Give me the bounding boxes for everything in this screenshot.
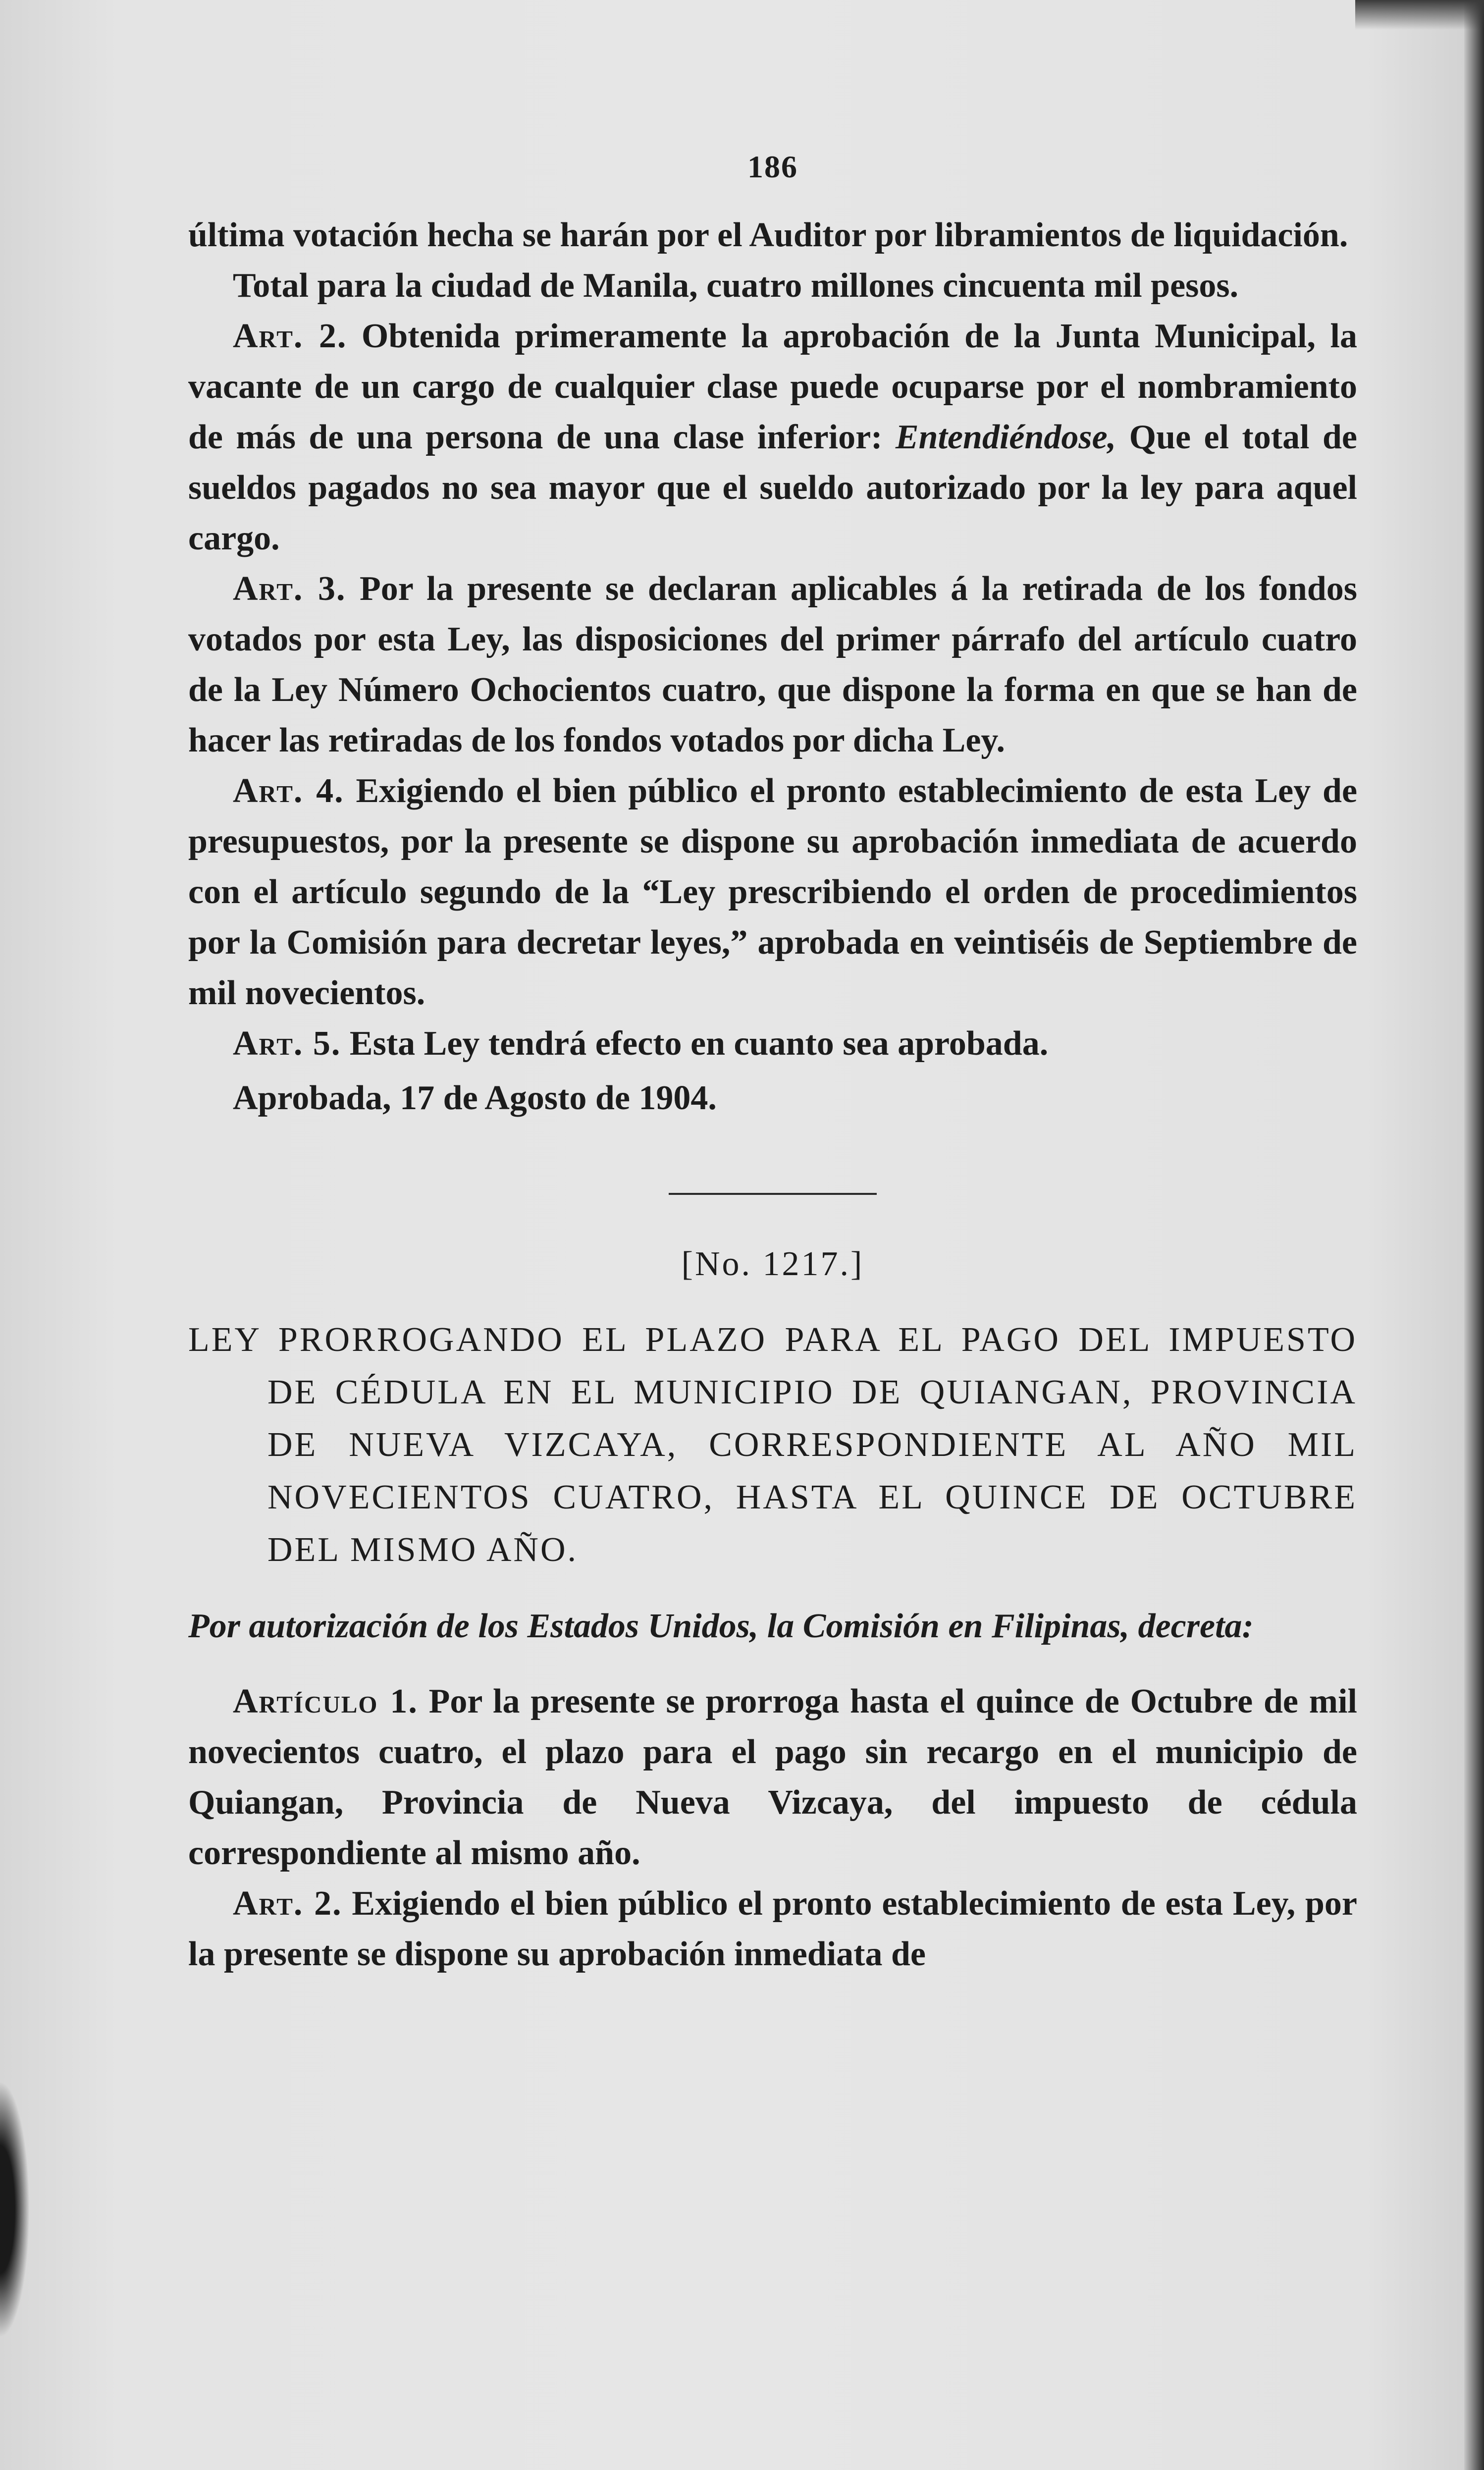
article-text-rest: Que el total de sueldos pagados no sea mayor que el sueldo autorizado por la ley para aquel cargo. (188, 418, 1358, 557)
article-label: Art. 2. (233, 1884, 342, 1923)
article-label: Art. 4. (233, 772, 344, 810)
article-text: Por la presente se declaran aplicables á la retirada de los fondos votados por esta Ley, las disposiciones del primer párrafo del artículo cuatro de la Ley Número Ochocientos cuatro, que dispone la forma en que se han de hacer las retiradas de los fondos votados por dicha Ley. (188, 570, 1357, 759)
article-text: Por la presente se prorroga hasta el quince de Octubre de mil novecientos cuatro, el plazo para el pago sin recargo en el municipio de Quiangan, Provincia de Nueva Vizcaya, del impuesto de cédula correspondiente al mismo año. (188, 1682, 1357, 1872)
enacting-clause: Por autorización de los Estados Unidos, la Comisión en Filipinas, decreta: (188, 1607, 1254, 1645)
page-number: 186 (747, 149, 798, 184)
article-2-second-law (188, 1879, 1357, 1980)
paragraph-continuation: última votación hecha se harán por el Auditor por libramientos de liquidación. (188, 216, 1348, 254)
law-title: LEY PRORROGANDO EL PLAZO PARA EL PAGO DEL IMPUESTO DE CÉDULA EN EL MUNICIPIO DE QUIANGAN, PROVINCIA DE NUEVA VIZCAYA, CORRESPONDIENTE AL AÑO MIL NOVECIENTOS CUATRO, HASTA EL QUINCE DE OCTUBRE DEL MISMO AÑO. (188, 1321, 1357, 1569)
law-number: [No. 1217.] (681, 1245, 864, 1283)
article-text: Esta Ley tendrá efecto en cuanto sea aprobada. (349, 1024, 1049, 1063)
page-corner-shadow (1355, 0, 1484, 30)
article-2 (188, 311, 1357, 564)
article-label: Art. 2. (233, 317, 347, 355)
section-divider (669, 1193, 877, 1195)
scan-margin-mark (0, 2081, 30, 2338)
article-italic-text: Entendiéndose, (895, 418, 1116, 456)
page-content (188, 149, 1357, 1980)
article-text: Obtenida primeramente la aprobación de la Junta Municipal, la vacante de un cargo de cualquier clase puede ocuparse por el nombramiento de más de una persona de una clase inferior: (188, 317, 1358, 456)
article-4 (188, 766, 1357, 1019)
article-1 (188, 1676, 1357, 1879)
article-text: Exigiendo el bien público el pronto establecimiento de esta Ley, por la presente se dispone su aprobación inmediata de (188, 1884, 1358, 1973)
approval-date: Aprobada, 17 de Agosto de 1904. (233, 1079, 717, 1117)
article-5 (188, 1019, 1357, 1069)
article-label: Art. 3. (233, 570, 346, 608)
article-label: Art. 5. (233, 1024, 341, 1063)
page-edge-shadow (1464, 0, 1484, 2470)
paragraph-total: Total para la ciudad de Manila, cuatro millones cincuenta mil pesos. (233, 267, 1239, 305)
article-3 (188, 564, 1357, 766)
article-label: Artículo 1. (233, 1682, 418, 1720)
article-text: Exigiendo el bien público el pronto establecimiento de esta Ley de presupuestos, por la presente se dispone su aprobación inmediata de acuerdo con el artículo segundo de la “Ley prescribiendo el orden de procedimientos por la Comisión para decretar leyes,” aprobada en veintiséis de Septiembre de mil novecientos. (188, 772, 1358, 1012)
